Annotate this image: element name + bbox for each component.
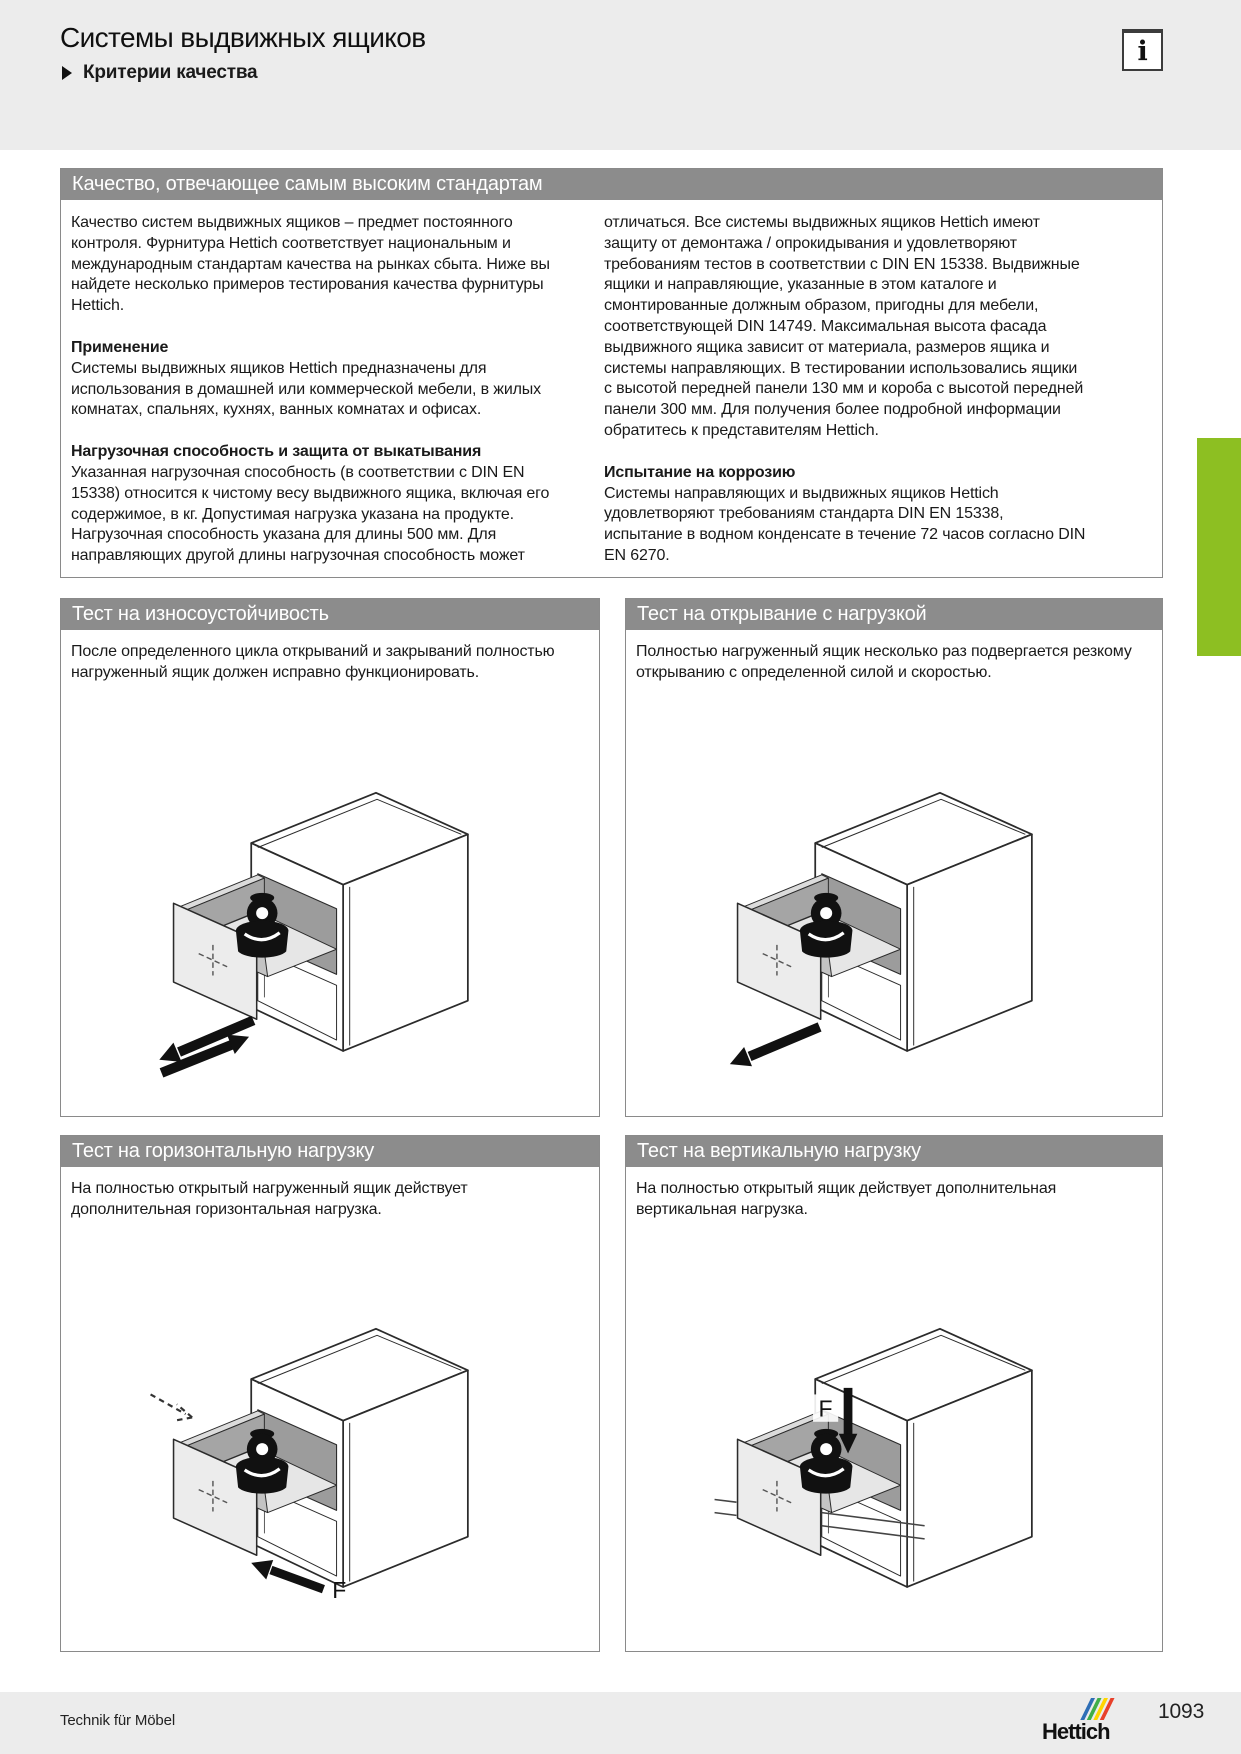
info-icon (1122, 29, 1163, 71)
horizontal-load-test-figure (144, 1250, 516, 1622)
info-icon-glyph: i (1137, 35, 1148, 67)
test-description: На полностью открытый ящик действует дополнительная вертикальная нагрузка. (636, 1180, 1057, 1218)
logo-wordmark: Hettich (1042, 1719, 1110, 1744)
quality-section-body (61, 200, 1162, 567)
corrosion-heading: Испытание на коррозию (604, 463, 796, 481)
load-capacity-heading: Нагрузочная способность и защита от выкатывания (71, 443, 482, 461)
test-banner: Тест на горизонтальную нагрузку (61, 1136, 599, 1167)
test-box-wear (60, 598, 600, 1117)
logo-stripes-icon (1080, 1698, 1114, 1720)
triangle-bullet-icon (62, 66, 72, 80)
figure-container (61, 684, 599, 1116)
test-banner: Тест на износоустойчивость (61, 599, 599, 630)
opening-load-test-figure (708, 714, 1080, 1086)
intro-paragraph: Качество систем выдвижных ящиков – предмет постоянного контроля. Фурнитура Hettich соответствует национальным и международным стандартам качества на рынках сбыта. Ниже вы найдете несколько примеров тестирования качества фурнитуры Hettich. (71, 214, 550, 315)
pull-open-arrow-icon (730, 1027, 820, 1066)
test-box-opening-load (625, 598, 1163, 1117)
hettich-logo (1040, 1696, 1118, 1746)
test-banner: Тест на вертикальную нагрузку (626, 1136, 1162, 1167)
quality-section (60, 168, 1163, 578)
application-paragraph: Системы выдвижных ящиков Hettich предназначены для использования в домашней или коммерческой мебели, в жилых комнатах, спальнях, кухнях, ванных комнатах и офисах. (71, 359, 541, 419)
test-description: После определенного цикла открываний и закрываний полностью нагруженный ящик должен исправно функционировать. (71, 643, 555, 681)
vertical-load-test-figure (708, 1250, 1080, 1622)
open-close-arrows-icon (159, 1020, 253, 1073)
breadcrumb (62, 62, 257, 84)
figure-container (626, 1221, 1162, 1651)
force-label: F (818, 1395, 833, 1422)
page-number: 1093 (1158, 1700, 1205, 1723)
catalog-edge-tab (1197, 438, 1241, 656)
test-box-horizontal-load (60, 1135, 600, 1652)
quality-left-column (71, 213, 568, 567)
load-capacity-paragraph: Указанная нагрузочная способность (в соответствии с DIN EN 15338) относится к чистому весу выдвижного ящика, включая его содержимое, в кг. Допустимая нагрузка указана на продукте. Нагрузочная способность указана для длины 500 мм. Для направляющих другой длины нагрузочная способность может (71, 463, 550, 565)
wear-test-figure (144, 714, 516, 1086)
force-label: F (332, 1576, 347, 1603)
quality-section-banner: Качество, отвечающее самым высоким стандартам (61, 169, 1162, 200)
figure-container (626, 684, 1162, 1116)
test-box-vertical-load (625, 1135, 1163, 1652)
quality-right-column (604, 213, 1086, 567)
dashed-direction-arrow-icon (151, 1394, 193, 1420)
corrosion-paragraph: Системы направляющих и выдвижных ящиков Hettich удовлетворяют требованиям стандарта DIN EN 15338, испытание в водном конденсате в течение 72 часов согласно DIN EN 6270. (604, 484, 1086, 564)
test-description: На полностью открытый нагруженный ящик действует дополнительная горизонтальная нагрузка. (71, 1180, 468, 1218)
footer-tagline: Technik für Möbel (60, 1712, 176, 1729)
test-description: Полностью нагруженный ящик несколько раз подвергается резкому открыванию с определенной силой и скоростью. (636, 643, 1132, 681)
test-banner: Тест на открывание с нагрузкой (626, 599, 1162, 630)
figure-container (61, 1221, 599, 1651)
application-heading: Применение (71, 338, 169, 356)
page-subtitle: Критерии качества (83, 62, 258, 83)
continuation-paragraph: отличаться. Все системы выдвижных ящиков Hettich имеют защиту от демонтажа / опрокидывания и удовлетворяют требованиям тестов в соответствии с DIN EN 15338. Выдвижные ящики и направляющие, указанные в этом каталоге и смонтированные должным образом, пригодны для мебели, соответствующей DIN 14749. Максимальная высота фасада выдвижного ящика зависит от материала, размеров ящика и системы направляющих. В тестировании использовались ящики с высотой передней панели 130 мм и короба с высотой передней панели 300 мм. Для получения более подробной информации обратитесь к представителям Hettich. (604, 214, 1084, 439)
page-title: Системы выдвижных ящиков (60, 22, 426, 53)
